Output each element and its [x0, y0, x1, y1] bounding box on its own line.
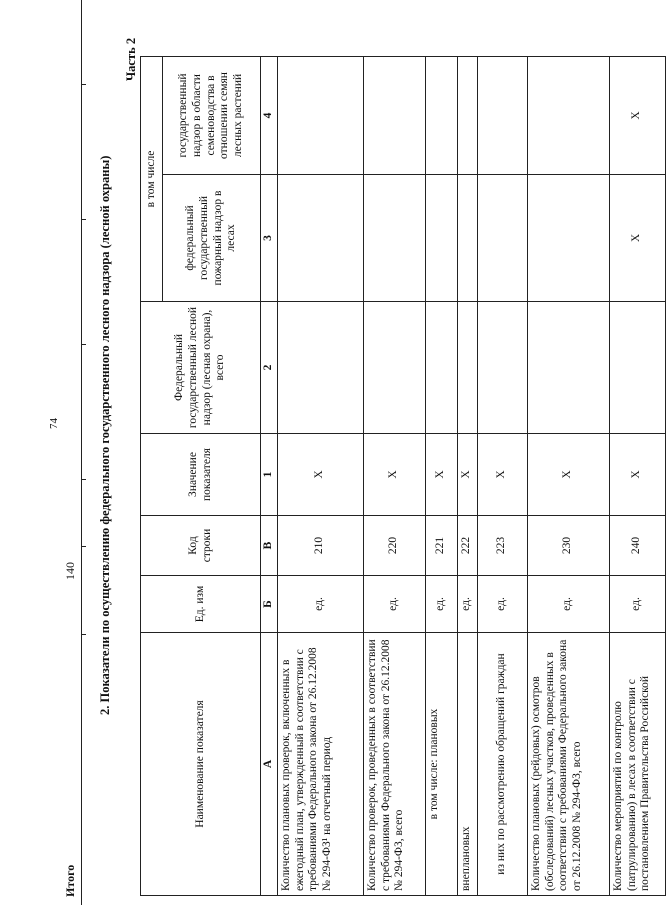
row-code: 221 [425, 516, 457, 576]
page-number: 74 [48, 418, 60, 429]
row-value: X [527, 434, 609, 516]
row-federal-total [363, 302, 425, 434]
row-code: 223 [477, 516, 527, 576]
row-seed [363, 57, 425, 175]
header-including: в том числе [141, 57, 163, 302]
table-row [527, 57, 609, 896]
row-name: из них по рассмотрению обращений граждан [477, 633, 527, 896]
row-fire [477, 175, 527, 302]
itogo-rule-tick [81, 479, 86, 480]
column-number: Б [261, 576, 278, 633]
column-number: 4 [261, 57, 278, 175]
row-seed [457, 57, 477, 175]
row-name: внеплановых [457, 633, 477, 896]
row-fire [277, 175, 363, 302]
header-value: Значение показателя [141, 434, 261, 516]
column-number: 1 [261, 434, 278, 516]
header-code: Код строки [141, 516, 261, 576]
row-unit: ед. [425, 576, 457, 633]
itogo-rule-tick [81, 219, 86, 220]
row-federal-total [477, 302, 527, 434]
row-unit: ед. [477, 576, 527, 633]
header-seed: государственный надзор в области семеноводства в отношении семян лесных растений [163, 57, 261, 175]
row-seed: X [609, 57, 665, 175]
table-row [363, 57, 425, 896]
row-seed [277, 57, 363, 175]
itogo-rule-tick [81, 344, 86, 345]
table-row [477, 57, 527, 896]
itogo-rule-tick [81, 84, 86, 85]
row-name: Количество плановых (рейдовых) осмотров (обследований) лесных участков, проведенных в соответствии с требованиями Федерального закона от 26.12.2008 № 294-ФЗ, всего [527, 633, 609, 896]
row-code: 220 [363, 516, 425, 576]
row-seed [477, 57, 527, 175]
itogo-label: Итого [63, 864, 77, 897]
row-value: X [477, 434, 527, 516]
row-federal-total [425, 302, 457, 434]
header-row [141, 57, 163, 896]
row-value: X [363, 434, 425, 516]
row-name: в том числе: плановых [425, 633, 457, 896]
indicators-table [140, 56, 666, 896]
table-row [277, 57, 363, 896]
row-fire: X [609, 175, 665, 302]
row-value: X [609, 434, 665, 516]
itogo-rule [81, 0, 82, 905]
row-value: X [277, 434, 363, 516]
column-number: 2 [261, 302, 278, 434]
itogo-value: 140 [63, 562, 77, 580]
row-name: Количество мероприятий по контролю (патрулированию) в лесах в соответствии с постановлением Правительства Российской [609, 633, 665, 896]
row-code: 230 [527, 516, 609, 576]
column-numbers-row [261, 57, 278, 896]
row-unit: ед. [277, 576, 363, 633]
row-fire [527, 175, 609, 302]
row-value: X [425, 434, 457, 516]
row-federal-total [277, 302, 363, 434]
header-federal-total: Федеральный государственный лесной надзор (лесная охрана), всего [141, 302, 261, 434]
row-unit: ед. [457, 576, 477, 633]
table-row [609, 57, 665, 896]
itogo-rule-tick [81, 546, 86, 547]
row-unit: ед. [363, 576, 425, 633]
section-title: 2. Показатели по осуществлению федерального государственного лесного надзора (лесной охраны) [98, 155, 112, 715]
row-seed [425, 57, 457, 175]
table-row [457, 57, 477, 896]
column-number: В [261, 516, 278, 576]
row-seed [527, 57, 609, 175]
column-number: 3 [261, 175, 278, 302]
part-label: Часть 2 [124, 37, 138, 81]
row-code: 210 [277, 516, 363, 576]
row-federal-total [457, 302, 477, 434]
header-unit: Ед. изм [141, 576, 261, 633]
header-name: Наименование показателя [141, 633, 261, 896]
row-unit: ед. [609, 576, 665, 633]
row-code: 240 [609, 516, 665, 576]
row-fire [457, 175, 477, 302]
row-federal-total [609, 302, 665, 434]
row-value: X [457, 434, 477, 516]
row-fire [363, 175, 425, 302]
row-fire [425, 175, 457, 302]
table-row [425, 57, 457, 896]
row-name: Количество проверок, проведенных в соответствии с требованиями Федерального закона от 26.12.2008 № 294-ФЗ, всего [363, 633, 425, 896]
row-federal-total [527, 302, 609, 434]
itogo-rule-tick [81, 634, 86, 635]
header-fire: федеральный государственный пожарный надзор в лесах [163, 175, 261, 302]
row-code: 222 [457, 516, 477, 576]
row-name: Количество плановых проверок, включенных в ежегодный план, утвержденный в соответствии с требованиями Федерального закона от 26.12.2008 № 294-ФЗ¹ на отчетный период [277, 633, 363, 896]
row-unit: ед. [527, 576, 609, 633]
column-number: А [261, 633, 278, 896]
